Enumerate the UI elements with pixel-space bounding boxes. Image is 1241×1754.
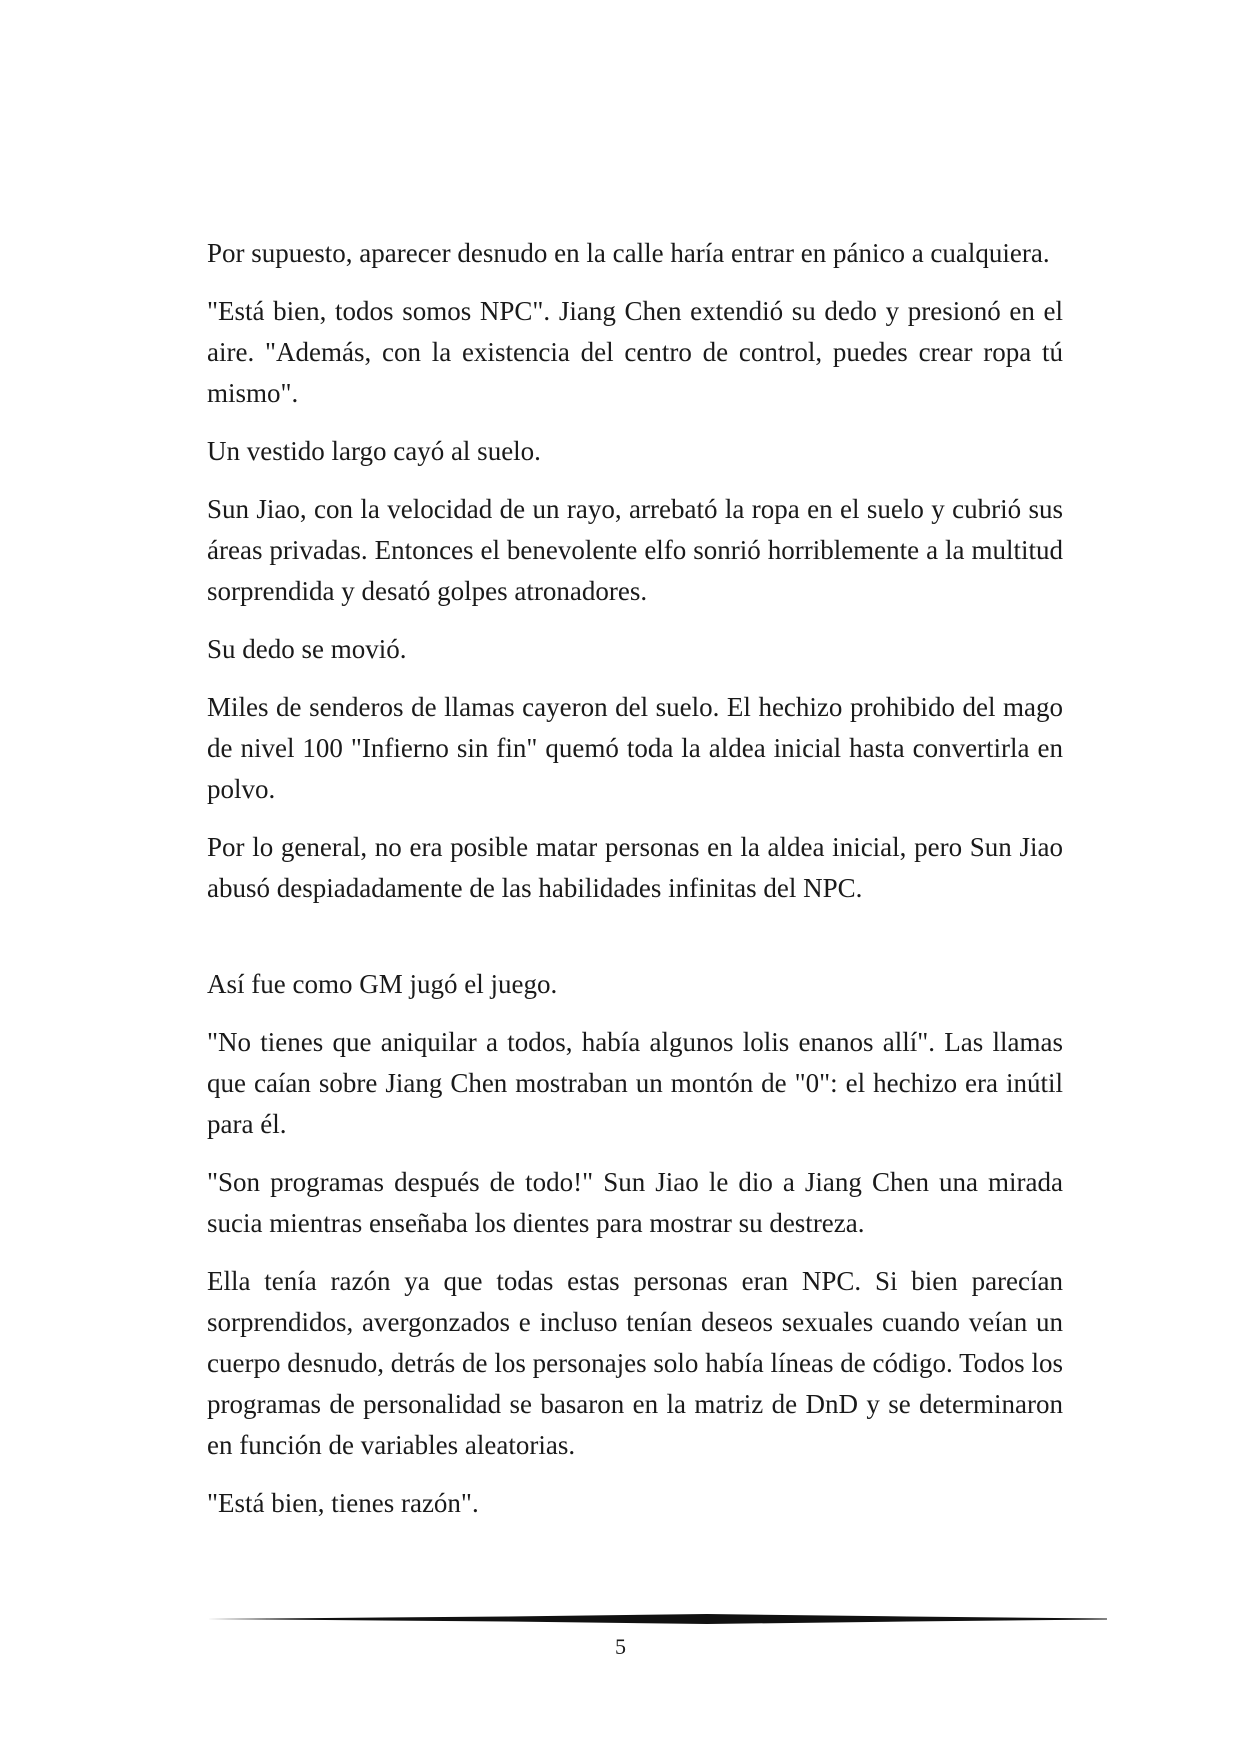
body-text xyxy=(207,233,1063,1541)
paragraph: Su dedo se movió. xyxy=(207,634,407,664)
paragraph: Sun Jiao, con la velocidad de un rayo, arrebató la ropa en el suelo y cubrió sus áreas privadas. Entonces el benevolente elfo sonrió horriblemente a la multitud sorprendida y desató golpes atronadores. xyxy=(207,494,1063,606)
paragraph: Por supuesto, aparecer desnudo en la calle haría entrar en pánico a cualquiera. xyxy=(207,238,1050,268)
paragraph: Ella tenía razón ya que todas estas personas eran NPC. Si bien parecían sorprendidos, avergonzados e incluso tenían deseos sexuales cuando veían un cuerpo desnudo, detrás de los personajes solo había líneas de código. Todos los programas de personalidad se basaron en la matriz de DnD y se determinaron en función de variables aleatorias. xyxy=(207,1266,1063,1460)
footer-divider xyxy=(207,1612,1107,1626)
paragraph: Por lo general, no era posible matar personas en la aldea inicial, pero Sun Jiao abusó despiadadamente de las habilidades infinitas del NPC. xyxy=(207,832,1063,903)
paragraph: "Son programas después de todo!" Sun Jiao le dio a Jiang Chen una mirada sucia mientras enseñaba los dientes para mostrar su destreza. xyxy=(207,1167,1063,1238)
page-number: 5 xyxy=(615,1634,626,1659)
paragraph: "No tienes que aniquilar a todos, había algunos lolis enanos allí". Las llamas que caían sobre Jiang Chen mostraban un montón de "0": el hechizo era inútil para él. xyxy=(207,1027,1063,1139)
paragraph: "Está bien, todos somos NPC". Jiang Chen extendió su dedo y presionó en el aire. "Además, con la existencia del centro de control, puedes crear ropa tú mismo". xyxy=(207,296,1063,408)
paragraph: "Está bien, tienes razón". xyxy=(207,1488,479,1518)
paragraph: Así fue como GM jugó el juego. xyxy=(207,969,558,999)
paragraph: Miles de senderos de llamas cayeron del suelo. El hechizo prohibido del mago de nivel 100 "Infierno sin fin" quemó toda la aldea inicial hasta convertirla en polvo. xyxy=(207,692,1063,804)
paragraph: Un vestido largo cayó al suelo. xyxy=(207,436,541,466)
